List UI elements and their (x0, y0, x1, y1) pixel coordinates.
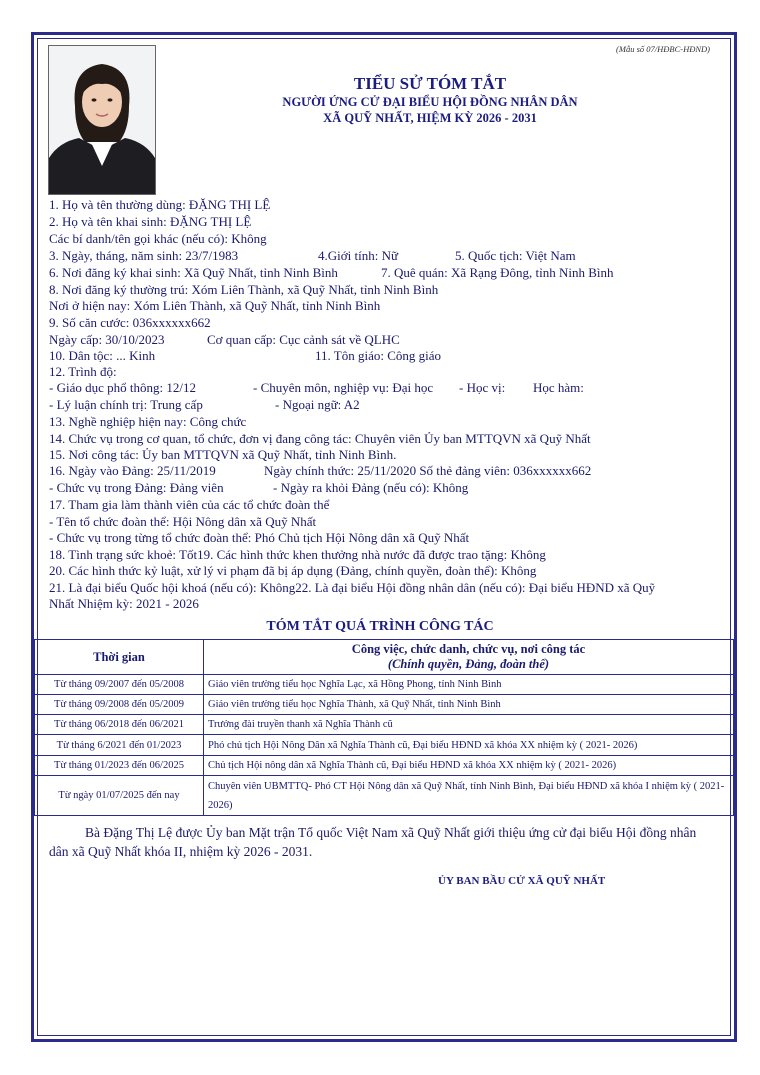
document-title: TIỂU SỬ TÓM TẮT (353, 74, 507, 93)
current-occupation: 13. Nghề nghiệp hiện nay: Công chức (49, 414, 247, 429)
row-period: Từ tháng 09/2008 đến 05/2009 (35, 695, 204, 715)
professional-degree: - Chuyên môn, nghiệp vụ: Đại học (253, 380, 434, 395)
general-education: - Giáo dục phổ thông: 12/12 (49, 380, 196, 395)
row-period: Từ ngày 01/07/2025 đến nay (35, 776, 204, 816)
disciplinary-actions: 20. Các hình thức kỷ luật, xử lý vi phạm đã bị áp dụng (Đảng, chính quyền, đoàn thể): Không (49, 563, 537, 578)
political-theory: - Lý luận chính trị: Trung cấp (49, 397, 203, 412)
academic-degree: - Học vị: (459, 380, 506, 395)
column-header-line-1: Công việc, chức danh, chức vụ, nơi công tác (351, 642, 586, 656)
portrait-photo (48, 45, 156, 195)
row-description: Chuyên viên UBMTTQ- Phó CT Hội Nông dân xã Quỹ Nhất, tỉnh Ninh Bình, Đại biểu HĐND xã khóa I nhiệm kỳ ( 2021- 2026) (204, 776, 734, 816)
issuing-authority: Cơ quan cấp: Cục cảnh sát về QLHC (207, 332, 400, 347)
birth-registration-place: 6. Nơi đăng ký khai sinh: Xã Quỹ Nhất, tỉnh Ninh Bình (49, 265, 338, 280)
common-name: 1. Họ và tên thường dùng: ĐẶNG THỊ LỆ (49, 197, 271, 212)
date-of-birth: 3. Ngày, tháng, năm sinh: 23/7/1983 (49, 248, 239, 263)
current-residence: Nơi ở hiện nay: Xóm Liên Thành, xã Quỹ Nhất, tỉnh Ninh Bình (49, 298, 381, 313)
nationality: 5. Quốc tịch: Việt Nam (455, 248, 576, 263)
hometown: 7. Quê quán: Xã Rạng Đông, tỉnh Ninh Bình (381, 265, 614, 280)
work-history-table (34, 639, 734, 816)
table-row (35, 756, 734, 776)
column-header-period: Thời gian (35, 640, 204, 675)
organization-name: - Tên tổ chức đoàn thể: Hội Nông dân xã Quỹ Nhất (49, 514, 317, 529)
party-leave-date: - Ngày ra khỏi Đảng (nếu có): Không (273, 480, 469, 495)
nomination-statement: Bà Đặng Thị Lệ được Ủy ban Mặt trận Tổ quốc Việt Nam xã Quỹ Nhất giới thiệu ứng cử đại biểu Hội đồng nhân dân xã Quỹ Nhất khóa II, nhiệm kỳ 2026 - 2031. (49, 825, 697, 859)
foreign-language: - Ngoại ngữ: A2 (275, 397, 360, 412)
ethnicity: 10. Dân tộc: ... Kinh (49, 348, 156, 363)
current-position: 14. Chức vụ trong cơ quan, tổ chức, đơn vị đang công tác: Chuyên viên Ủy ban MTTQVN xã Quỹ Nhất (49, 431, 591, 446)
party-official-date: Ngày chính thức: 25/11/2020 Số thẻ đảng viên: 036xxxxxx662 (264, 463, 592, 478)
form-code: (Mẫu số 07/HĐBC-HĐND) (616, 44, 710, 54)
birth-name: 2. Họ và tên khai sinh: ĐẶNG THỊ LỆ (49, 214, 252, 229)
delegate-status: 21. Là đại biểu Quốc hội khoá (nếu có): Không22. Là đại biểu Hội đồng nhân dân (nếu có): Đại biểu HĐND xã Quỹ (49, 580, 656, 595)
signature-committee: ỦY BAN BẦU CỬ XÃ QUỸ NHẤT (438, 875, 606, 887)
table-row (35, 695, 734, 715)
table-row (35, 675, 734, 695)
health-and-awards: 18. Tình trạng sức khoẻ: Tốt19. Các hình thức khen thưởng nhà nước đã được trao tặng: Không (49, 547, 546, 562)
document-subtitle: NGƯỜI ỨNG CỬ ĐẠI BIỂU HỘI ĐỒNG NHÂN DÂN (282, 95, 578, 109)
row-period: Từ tháng 6/2021 đến 01/2023 (35, 735, 204, 756)
column-header-description (204, 640, 734, 675)
workplace: 15. Nơi công tác: Ủy ban MTTQVN xã Quỹ Nhất, tỉnh Ninh Bình. (49, 447, 397, 462)
permanent-residence: 8. Nơi đăng ký thường trú: Xóm Liên Thành, xã Quỹ Nhất, tỉnh Ninh Bình (49, 282, 439, 297)
row-description: Phó chủ tịch Hội Nông Dân xã Nghĩa Thành cũ, Đại biểu HĐND xã khóa XX nhiệm kỳ ( 2021- 2026) (204, 735, 734, 756)
row-description: Giáo viên trường tiểu học Nghĩa Thành, xã Quỹ Nhất, tỉnh Ninh Bình (204, 695, 734, 715)
academic-title: Học hàm: (533, 380, 584, 395)
table-row (35, 735, 734, 756)
table-row (35, 776, 734, 816)
table-row (35, 715, 734, 735)
delegate-term: Nhất Nhiệm kỳ: 2021 - 2026 (49, 596, 199, 611)
gender: 4.Giới tính: Nữ (318, 248, 399, 263)
issue-date: Ngày cấp: 30/10/2023 (49, 332, 165, 347)
work-history-title: TÓM TẮT QUÁ TRÌNH CÔNG TÁC (266, 619, 494, 634)
column-header-line-2: (Chính quyền, Đảng, đoàn thể) (387, 657, 550, 671)
row-period: Từ tháng 09/2007 đến 05/2008 (35, 675, 204, 695)
row-period: Từ tháng 06/2018 đến 06/2021 (35, 715, 204, 735)
row-description: Giáo viên trường tiểu học Nghĩa Lạc, xã Hồng Phong, tỉnh Ninh Bình (204, 675, 734, 695)
id-card-number: 9. Số căn cước: 036xxxxxx662 (49, 315, 211, 330)
row-description: Trưởng đài truyền thanh xã Nghĩa Thành cũ (204, 715, 734, 735)
education-heading: 12. Trình độ: (49, 364, 117, 379)
row-description: Chủ tịch Hội nông dân xã Nghĩa Thành cũ, Đại biểu HĐND xã khóa XX nhiệm kỳ ( 2021- 2026) (204, 756, 734, 776)
party-join-date: 16. Ngày vào Đảng: 25/11/2019 (49, 463, 216, 478)
organizations-heading: 17. Tham gia làm thành viên của các tổ chức đoàn thể (49, 497, 330, 512)
religion: 11. Tôn giáo: Công giáo (315, 348, 442, 363)
organization-position: - Chức vụ trong từng tổ chức đoàn thể: Phó Chủ tịch Hội Nông dân xã Quỹ Nhất (49, 530, 470, 545)
document-term: XÃ QUỸ NHẤT, HIỆM KỲ 2026 - 2031 (323, 111, 537, 125)
aliases: Các bí danh/tên gọi khác (nếu có): Không (49, 231, 267, 246)
row-period: Từ tháng 01/2023 đến 06/2025 (35, 756, 204, 776)
party-position: - Chức vụ trong Đảng: Đảng viên (49, 480, 224, 495)
